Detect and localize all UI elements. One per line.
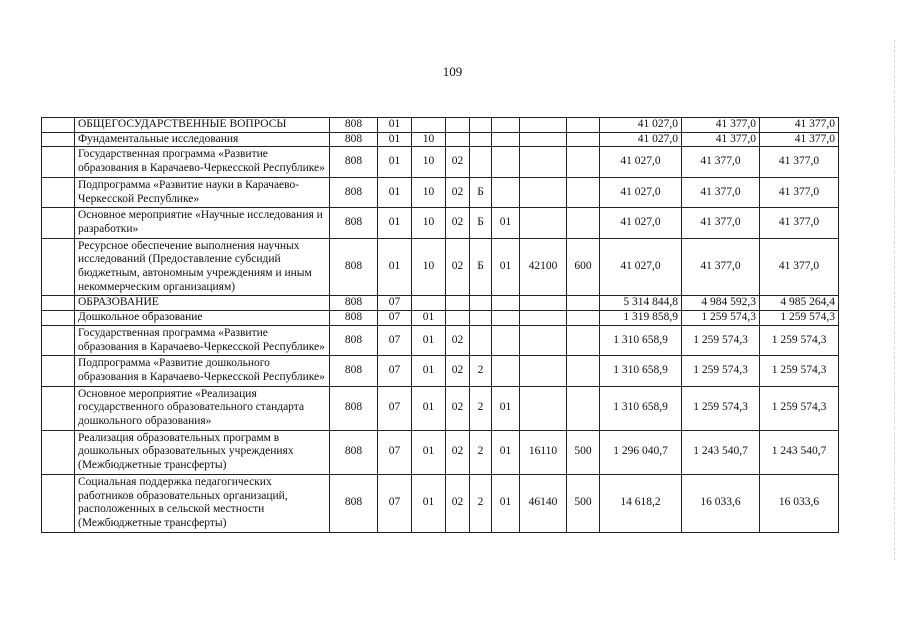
expense-type-code (567, 325, 600, 355)
program-code: 02 (446, 177, 470, 207)
expense-type-code: 500 (567, 474, 600, 532)
admin-code: 808 (330, 386, 378, 430)
amount-year-3: 41 377,0 (760, 177, 839, 207)
program-code (446, 296, 470, 311)
subprogram-code (470, 132, 492, 147)
section-code: 01 (378, 147, 412, 177)
expense-type-code: 600 (567, 238, 600, 296)
activity-code: 01 (492, 238, 520, 296)
subsection-code: 10 (412, 208, 446, 238)
row-margin-cell (42, 311, 75, 326)
row-margin-cell (42, 238, 75, 296)
amount-year-1: 14 618,2 (600, 474, 682, 532)
table-row (42, 325, 839, 355)
table-row (42, 208, 839, 238)
direction-code (520, 325, 567, 355)
row-margin-cell (42, 296, 75, 311)
program-code (446, 311, 470, 326)
program-code: 02 (446, 147, 470, 177)
row-name: Социальная поддержка педагогических работников образовательных организаций, расположенных в сельской местности (Межбюджетные трансферты) (75, 474, 330, 532)
activity-code: 01 (492, 208, 520, 238)
amount-year-2: 16 033,6 (682, 474, 760, 532)
subsection-code: 10 (412, 177, 446, 207)
row-margin-cell (42, 430, 75, 474)
row-margin-cell (42, 208, 75, 238)
page-number: 109 (442, 64, 463, 79)
activity-code (492, 325, 520, 355)
admin-code: 808 (330, 430, 378, 474)
amount-year-2: 1 259 574,3 (682, 325, 760, 355)
activity-code (492, 177, 520, 207)
expense-type-code (567, 311, 600, 326)
section-code: 01 (378, 208, 412, 238)
amount-year-3: 1 243 540,7 (760, 430, 839, 474)
expense-type-code (567, 208, 600, 238)
program-code (446, 132, 470, 147)
expense-type-code (567, 132, 600, 147)
amount-year-2: 1 259 574,3 (682, 356, 760, 386)
activity-code: 01 (492, 474, 520, 532)
amount-year-2: 41 377,0 (682, 132, 760, 147)
program-code: 02 (446, 325, 470, 355)
row-name: Основное мероприятие «Научные исследования и разработки» (75, 208, 330, 238)
program-code: 02 (446, 430, 470, 474)
amount-year-1: 41 027,0 (600, 238, 682, 296)
admin-code: 808 (330, 296, 378, 311)
admin-code: 808 (330, 356, 378, 386)
amount-year-1: 1 310 658,9 (600, 386, 682, 430)
amount-year-1: 1 319 858,9 (600, 311, 682, 326)
row-name: ОБЩЕГОСУДАРСТВЕННЫЕ ВОПРОСЫ (75, 118, 330, 133)
amount-year-3: 1 259 574,3 (760, 325, 839, 355)
row-name: Подпрограмма «Развитие науки в Карачаево-Черкесской Республике» (75, 177, 330, 207)
row-margin-cell (42, 356, 75, 386)
direction-code (520, 208, 567, 238)
subsection-code: 01 (412, 386, 446, 430)
subsection-code: 10 (412, 132, 446, 147)
section-code: 07 (378, 325, 412, 355)
direction-code (520, 296, 567, 311)
row-margin-cell (42, 386, 75, 430)
row-margin-cell (42, 325, 75, 355)
subprogram-code: 2 (470, 356, 492, 386)
scan-edge-mark (894, 40, 897, 560)
table-row (42, 118, 839, 133)
amount-year-1: 1 310 658,9 (600, 356, 682, 386)
activity-code (492, 296, 520, 311)
subprogram-code: Б (470, 208, 492, 238)
subprogram-code: 2 (470, 386, 492, 430)
subprogram-code (470, 147, 492, 177)
table-row (42, 474, 839, 532)
subsection-code: 01 (412, 311, 446, 326)
direction-code (520, 132, 567, 147)
section-code: 07 (378, 356, 412, 386)
row-name: Ресурсное обеспечение выполнения научных исследований (Предоставление субсидий бюджетным, автономным учреждениям и иным некоммерческим организациям) (75, 238, 330, 296)
amount-year-1: 1 310 658,9 (600, 325, 682, 355)
table-row (42, 356, 839, 386)
row-margin-cell (42, 474, 75, 532)
amount-year-1: 1 296 040,7 (600, 430, 682, 474)
subprogram-code (470, 311, 492, 326)
row-name: Подпрограмма «Развитие дошкольного образования в Карачаево-Черкесской Республике» (75, 356, 330, 386)
amount-year-3: 41 377,0 (760, 147, 839, 177)
direction-code (520, 177, 567, 207)
section-code: 01 (378, 118, 412, 133)
subsection-code: 01 (412, 325, 446, 355)
subprogram-code: Б (470, 238, 492, 296)
amount-year-1: 41 027,0 (600, 118, 682, 133)
admin-code: 808 (330, 208, 378, 238)
admin-code: 808 (330, 474, 378, 532)
row-name: ОБРАЗОВАНИЕ (75, 296, 330, 311)
subprogram-code (470, 325, 492, 355)
section-code: 07 (378, 296, 412, 311)
subsection-code: 01 (412, 474, 446, 532)
amount-year-1: 41 027,0 (600, 132, 682, 147)
row-margin-cell (42, 118, 75, 133)
expense-type-code (567, 356, 600, 386)
amount-year-3: 4 985 264,4 (760, 296, 839, 311)
direction-code: 16110 (520, 430, 567, 474)
table-row (42, 386, 839, 430)
direction-code (520, 386, 567, 430)
admin-code: 808 (330, 311, 378, 326)
direction-code (520, 356, 567, 386)
program-code: 02 (446, 386, 470, 430)
expense-type-code (567, 177, 600, 207)
expense-type-code: 500 (567, 430, 600, 474)
direction-code (520, 118, 567, 133)
amount-year-1: 41 027,0 (600, 177, 682, 207)
activity-code (492, 356, 520, 386)
table-row (42, 238, 839, 296)
section-code: 07 (378, 430, 412, 474)
amount-year-3: 1 259 574,3 (760, 386, 839, 430)
expense-type-code (567, 296, 600, 311)
section-code: 07 (378, 386, 412, 430)
program-code: 02 (446, 474, 470, 532)
amount-year-3: 41 377,0 (760, 208, 839, 238)
amount-year-2: 4 984 592,3 (682, 296, 760, 311)
amount-year-2: 41 377,0 (682, 208, 760, 238)
section-code: 01 (378, 177, 412, 207)
amount-year-2: 41 377,0 (682, 238, 760, 296)
expense-type-code (567, 386, 600, 430)
subprogram-code: 2 (470, 474, 492, 532)
amount-year-2: 41 377,0 (682, 177, 760, 207)
amount-year-3: 41 377,0 (760, 238, 839, 296)
row-name: Фундаментальные исследования (75, 132, 330, 147)
direction-code: 42100 (520, 238, 567, 296)
section-code: 07 (378, 474, 412, 532)
row-name: Основное мероприятие «Реализация государственного образовательного стандарта дошкольного образования» (75, 386, 330, 430)
amount-year-3: 41 377,0 (760, 132, 839, 147)
activity-code (492, 132, 520, 147)
subsection-code: 10 (412, 147, 446, 177)
row-margin-cell (42, 177, 75, 207)
admin-code: 808 (330, 238, 378, 296)
subsection-code: 01 (412, 430, 446, 474)
activity-code (492, 311, 520, 326)
program-code: 02 (446, 356, 470, 386)
budget-table (41, 117, 839, 533)
admin-code: 808 (330, 132, 378, 147)
row-margin-cell (42, 147, 75, 177)
amount-year-1: 5 314 844,8 (600, 296, 682, 311)
amount-year-3: 16 033,6 (760, 474, 839, 532)
activity-code: 01 (492, 430, 520, 474)
subsection-code: 10 (412, 238, 446, 296)
amount-year-2: 41 377,0 (682, 147, 760, 177)
row-name: Дошкольное образование (75, 311, 330, 326)
table-row (42, 177, 839, 207)
subsection-code (412, 118, 446, 133)
activity-code: 01 (492, 386, 520, 430)
section-code: 07 (378, 311, 412, 326)
amount-year-2: 1 259 574,3 (682, 386, 760, 430)
amount-year-3: 1 259 574,3 (760, 311, 839, 326)
subprogram-code (470, 118, 492, 133)
expense-type-code (567, 118, 600, 133)
row-name: Государственная программа «Развитие образования в Карачаево-Черкесской Республике» (75, 325, 330, 355)
row-name: Реализация образовательных программ в дошкольных образовательных учреждениях (Межбюджетные трансферты) (75, 430, 330, 474)
program-code: 02 (446, 208, 470, 238)
activity-code (492, 147, 520, 177)
amount-year-2: 1 259 574,3 (682, 311, 760, 326)
activity-code (492, 118, 520, 133)
subprogram-code: 2 (470, 430, 492, 474)
admin-code: 808 (330, 147, 378, 177)
amount-year-3: 1 259 574,3 (760, 356, 839, 386)
table-row (42, 311, 839, 326)
program-code: 02 (446, 238, 470, 296)
program-code (446, 118, 470, 133)
amount-year-1: 41 027,0 (600, 208, 682, 238)
subprogram-code: Б (470, 177, 492, 207)
table-row (42, 296, 839, 311)
table-row (42, 430, 839, 474)
row-name: Государственная программа «Развитие образования в Карачаево-Черкесской Республике» (75, 147, 330, 177)
row-margin-cell (42, 132, 75, 147)
table-row (42, 147, 839, 177)
budget-table-body (42, 118, 839, 533)
direction-code (520, 311, 567, 326)
section-code: 01 (378, 238, 412, 296)
direction-code: 46140 (520, 474, 567, 532)
subsection-code: 01 (412, 356, 446, 386)
subsection-code (412, 296, 446, 311)
direction-code (520, 147, 567, 177)
admin-code: 808 (330, 325, 378, 355)
amount-year-2: 1 243 540,7 (682, 430, 760, 474)
amount-year-1: 41 027,0 (600, 147, 682, 177)
amount-year-3: 41 377,0 (760, 118, 839, 133)
admin-code: 808 (330, 118, 378, 133)
subprogram-code (470, 296, 492, 311)
amount-year-2: 41 377,0 (682, 118, 760, 133)
admin-code: 808 (330, 177, 378, 207)
expense-type-code (567, 147, 600, 177)
table-row (42, 132, 839, 147)
section-code: 01 (378, 132, 412, 147)
